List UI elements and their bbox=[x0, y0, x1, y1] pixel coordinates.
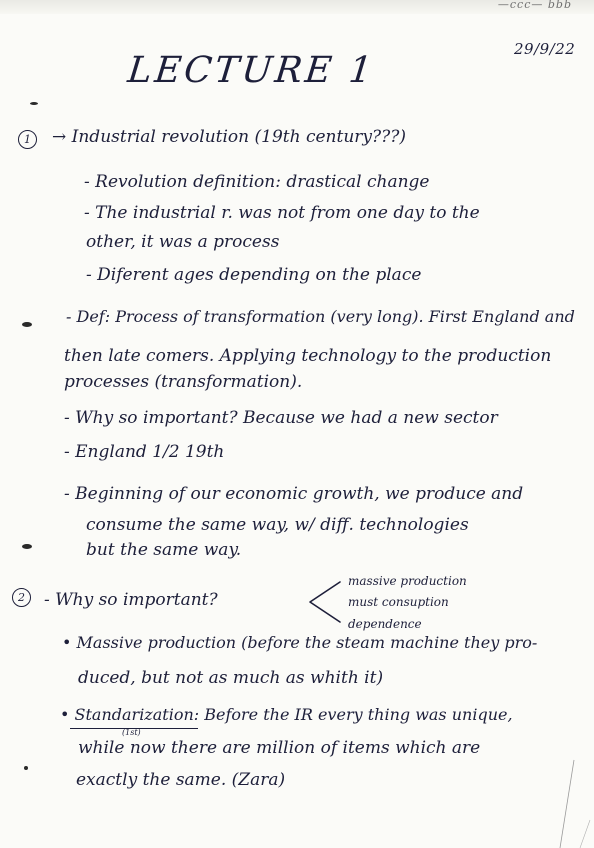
note-line: • Standarization: Before the IR every thing was unique, bbox=[60, 705, 513, 724]
note-line: - Why so important? Because we had a new sector bbox=[64, 408, 498, 428]
note-line: • Massive production (before the steam machine they pro- bbox=[62, 633, 538, 652]
note-line: then late comers. Applying technology to the production bbox=[64, 346, 552, 366]
note-line: - Diferent ages depending on the place bbox=[86, 265, 422, 285]
superscript-note: (1st) bbox=[122, 728, 141, 737]
margin-mark bbox=[22, 544, 32, 549]
note-line: processes (transformation). bbox=[64, 372, 303, 392]
scan-top-edge bbox=[0, 0, 594, 14]
section-heading-2: - Why so important? bbox=[44, 590, 218, 610]
note-line: - The industrial r. was not from one day to the bbox=[84, 203, 480, 223]
note-line: - England 1/2 19th bbox=[64, 442, 225, 462]
note-line: - Def: Process of transformation (very long). First England and bbox=[66, 307, 575, 326]
section-heading-1: → Industrial revolution (19th century???) bbox=[52, 127, 406, 147]
bracket-arrow-icon bbox=[304, 578, 344, 628]
note-line: - Revolution definition: drastical change bbox=[84, 172, 430, 192]
note-line: consume the same way, w/ diff. technologies bbox=[86, 515, 469, 535]
section-number-1: 1 bbox=[18, 130, 37, 149]
side-note: must consuption bbox=[348, 595, 449, 609]
side-note: massive production bbox=[348, 574, 467, 588]
lecture-date: 29/9/22 bbox=[514, 40, 576, 58]
margin-mark bbox=[24, 766, 28, 770]
scan-header-text: —ccc— bbb bbox=[497, 0, 572, 11]
margin-mark bbox=[22, 322, 32, 327]
note-line: exactly the same. (Zara) bbox=[76, 770, 286, 790]
note-line: duced, but not as much as whith it) bbox=[78, 668, 384, 688]
margin-mark bbox=[30, 102, 38, 105]
section-number-2: 2 bbox=[12, 588, 31, 607]
note-line: - Beginning of our economic growth, we produce and bbox=[64, 484, 524, 504]
side-note: dependence bbox=[348, 617, 422, 631]
note-line: while now there are million of items which are bbox=[78, 738, 481, 758]
page-title: LECTURE 1 bbox=[125, 50, 377, 91]
note-line: but the same way. bbox=[86, 540, 242, 560]
note-line: other, it was a process bbox=[86, 232, 280, 252]
